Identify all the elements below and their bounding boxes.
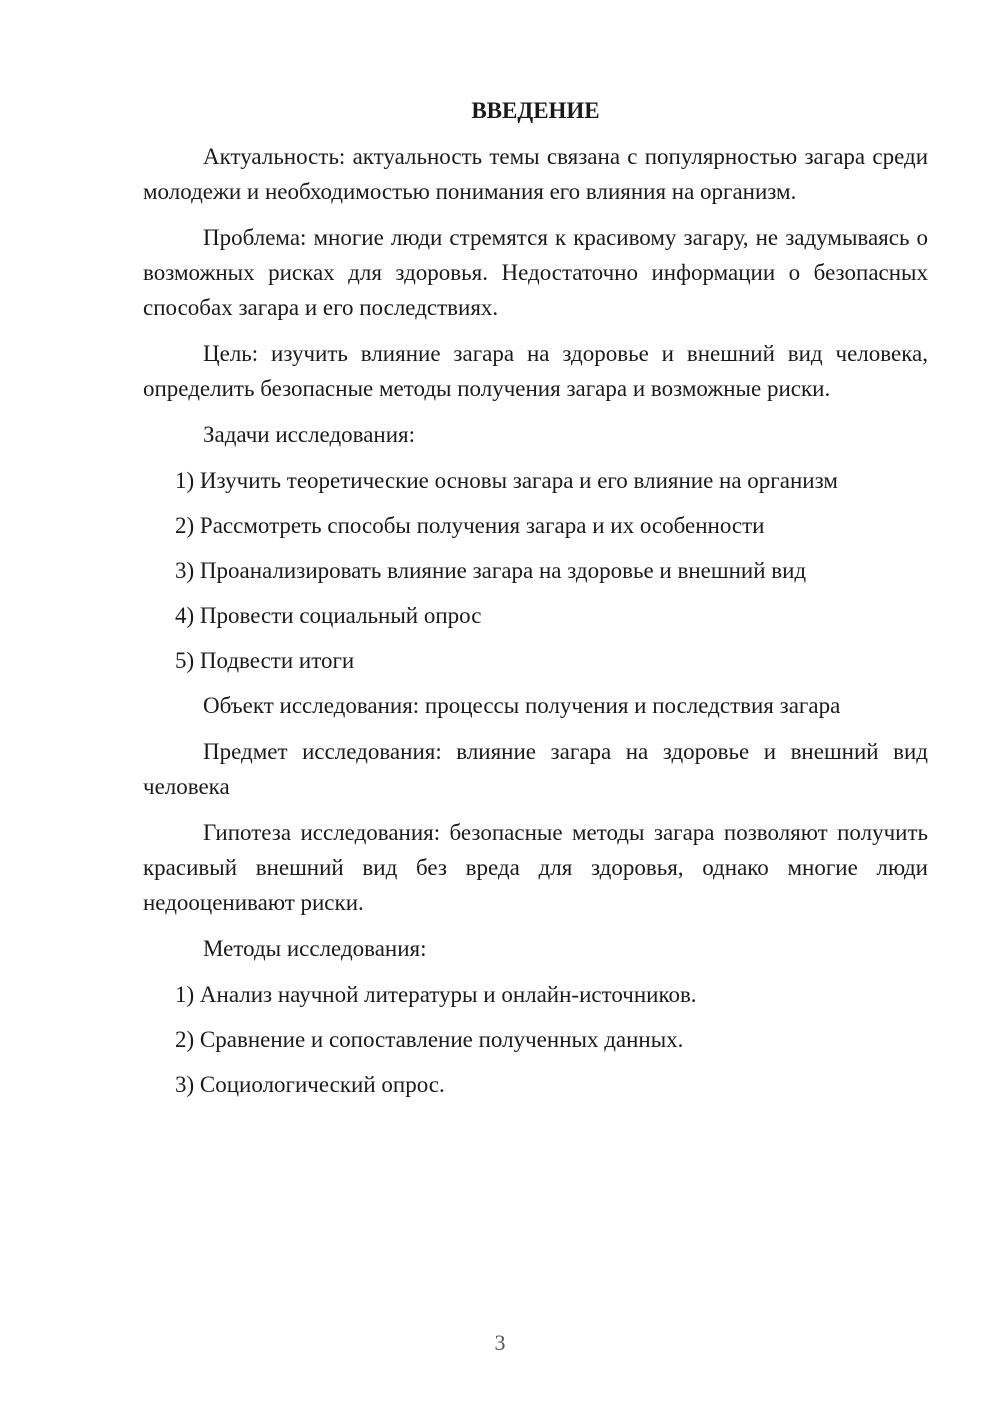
task-item: 4) Провести социальный опрос xyxy=(175,603,482,628)
hypothesis-paragraph: Гипотеза исследования: безопасные методы загара позволяют получить красивый внешний вид без вреда для здоровья, однако многие люди недооценивают риски. xyxy=(143,820,928,915)
page-number: 3 xyxy=(494,1330,506,1355)
goal-paragraph: Цель: изучить влияние загара на здоровье и внешний вид человека, определить безопасные методы получения загара и возможные риски. xyxy=(143,341,928,401)
section-heading: ВВЕДЕНИЕ xyxy=(471,98,600,123)
task-item: 3) Проанализировать влияние загара на здоровье и внешний вид xyxy=(175,558,807,583)
methods-list xyxy=(143,977,928,1102)
subject-paragraph: Предмет исследования: влияние загара на здоровье и внешний вид человека xyxy=(143,739,928,799)
methods-title: Методы исследования: xyxy=(203,936,427,961)
method-item: 1) Анализ научной литературы и онлайн-источников. xyxy=(175,982,697,1007)
method-item: 3) Социологический опрос. xyxy=(175,1072,445,1097)
tasks-list xyxy=(143,463,928,678)
tasks-title: Задачи исследования: xyxy=(203,422,416,447)
task-item: 1) Изучить теоретические основы загара и его влияние на организм xyxy=(175,468,838,493)
task-item: 2) Рассмотреть способы получения загара и их особенности xyxy=(175,513,765,538)
relevance-paragraph: Актуальность: актуальность темы связана с популярностью загара среди молодежи и необходимостью понимания его влияния на организм. xyxy=(143,144,928,204)
method-item: 2) Сравнение и сопоставление полученных данных. xyxy=(175,1027,684,1052)
object-paragraph: Объект исследования: процессы получения и последствия загара xyxy=(203,693,841,718)
document-body xyxy=(143,93,928,1112)
problem-paragraph: Проблема: многие люди стремятся к красивому загару, не задумываясь о возможных рисках для здоровья. Недостаточно информации о безопасных способах загара и его последствиях. xyxy=(143,225,928,320)
task-item: 5) Подвести итоги xyxy=(175,648,355,673)
